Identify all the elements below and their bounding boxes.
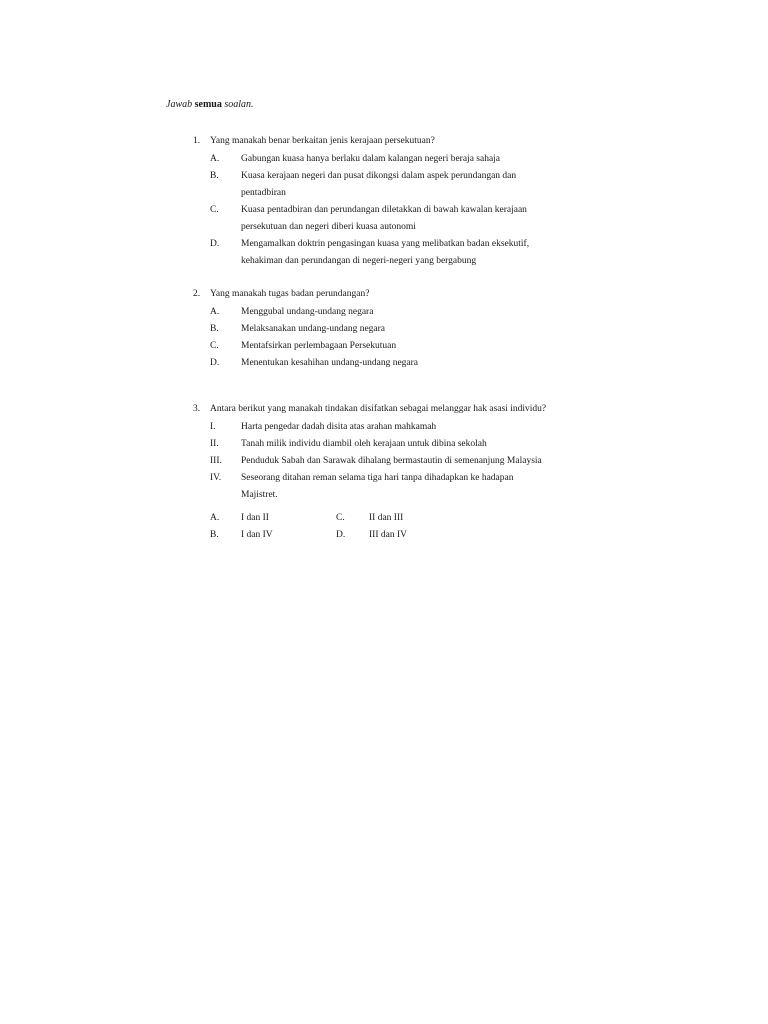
option-label: B. [210,171,219,181]
option-text: Mentafsirkan perlembagaan Persekutuan [241,341,397,351]
statement-label: II. [210,439,219,449]
answer-text-b: I dan IV [241,530,273,540]
question-number: 1. [193,136,201,146]
option-b [193,321,613,338]
statement-iv [193,470,613,504]
answer-row [193,510,613,527]
statement-text: Tanah milik individu diambil oleh kerajaan untuk dibina sekolah [241,439,487,449]
statement-text: Harta pengedar dadah disita atas arahan mahkamah [241,422,437,432]
option-text: Kuasa pentadbiran dan perundangan diletakkan di bawah kawalan kerajaan [241,205,527,215]
answer-label-a: A. [210,513,220,523]
statement-iii [193,453,613,470]
instruction-part2: semua [194,99,222,110]
option-text: Mengamalkan doktrin pengasingan kuasa yang melibatkan badan eksekutif, [241,239,530,249]
statement-ii [193,436,613,453]
option-d [193,236,613,270]
statement-label: III. [210,456,222,466]
statement-text: Seseorang ditahan reman selama tiga hari tanpa dihadapkan ke hadapan [241,473,514,483]
question-stem [193,134,613,151]
option-b [193,168,613,202]
option-label: A. [210,154,220,164]
answer-label-b: B. [210,530,219,540]
option-label: D. [210,239,220,249]
option-text-cont: pentadbiran [241,188,286,198]
option-text: Menggubal undang-undang negara [241,307,374,317]
answer-label-c: C. [336,513,345,523]
option-a [193,304,613,321]
option-text-cont: persekutuan dan negeri diberi kuasa autonomi [241,222,416,232]
question-3 [193,402,613,544]
instruction-part1: Jawab [166,99,193,110]
option-label: C. [210,341,219,351]
question-number: 2. [193,289,201,299]
answer-text-d: III dan IV [369,530,407,540]
question-stem [193,402,613,419]
instruction-part3: soalan. [224,99,254,110]
answer-label-d: D. [336,530,346,540]
answer-row [193,527,613,544]
question-stem [193,287,613,304]
option-text: Menentukan kesahihan undang-undang negara [241,358,419,368]
statement-text-cont: Majistret. [241,490,278,500]
option-text-cont: kehakiman dan perundangan di negeri-negeri yang bergabung [241,256,477,266]
answer-choices [193,510,613,544]
option-label: A. [210,307,220,317]
question-number: 3. [193,404,201,414]
statement-text: Penduduk Sabah dan Sarawak dihalang bermastautin di semenanjung Malaysia [241,456,542,466]
option-text: Gabungan kuasa hanya berlaku dalam kalangan negeri beraja sahaja [241,154,501,164]
option-c [193,202,613,236]
question-text: Antara berikut yang manakah tindakan disifatkan sebagai melanggar hak asasi individu? [210,404,547,414]
option-label: D. [210,358,220,368]
option-d [193,355,613,372]
answer-text-a: I dan II [241,513,269,523]
statement-label: I. [210,422,216,432]
option-label: B. [210,324,219,334]
question-1 [193,134,613,270]
option-text: Kuasa kerajaan negeri dan pusat dikongsi dalam aspek perundangan dan [241,171,517,181]
option-text: Melaksanakan undang-undang negara [241,324,386,334]
statement-i [193,419,613,436]
answer-text-c: II dan III [369,513,404,523]
option-a [193,151,613,168]
question-text: Yang manakah benar berkaitan jenis kerajaan persekutuan? [210,136,435,146]
option-label: C. [210,205,219,215]
question-2 [193,287,613,372]
question-text: Yang manakah tugas badan perundangan? [210,289,370,299]
option-c [193,338,613,355]
instruction [166,99,254,110]
statement-label: IV. [210,473,222,483]
